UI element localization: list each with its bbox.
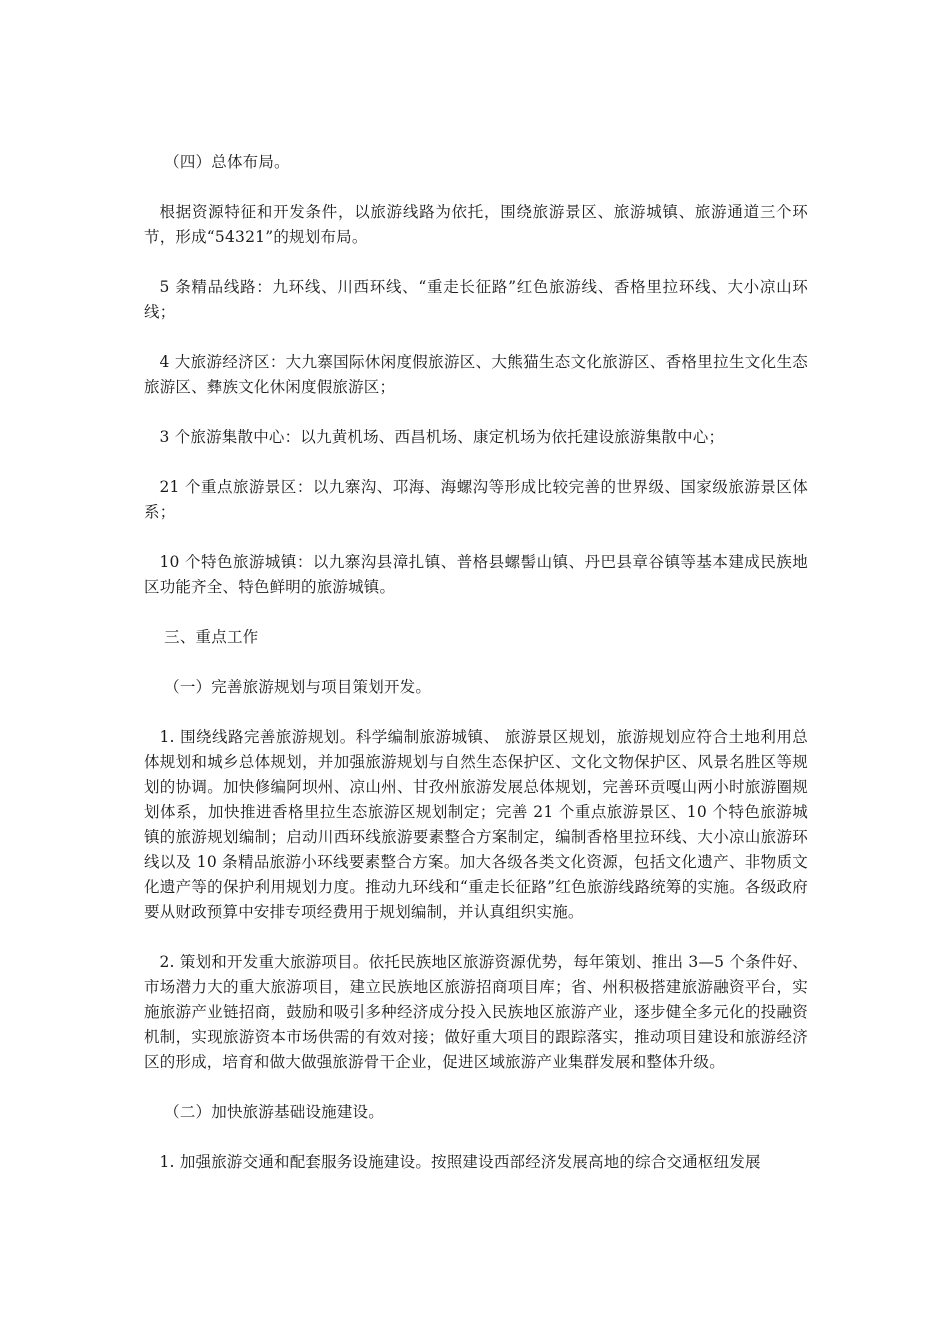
paragraph-economic-zones: 4 大旅游经济区：大九寨国际休闲度假旅游区、大熊猫生态文化旅游区、香格里拉生文化生态旅游区、彝族文化休闲度假旅游区； xyxy=(144,353,808,396)
section-heading-key-work: 三、重点工作 xyxy=(164,628,259,646)
paragraph-hubs: 3 个旅游集散中心：以九黄机场、西昌机场、康定机场为依托建设旅游集散中心； xyxy=(159,428,725,446)
paragraph-routes: 5 条精品线路：九环线、川西环线、“重走长征路”红色旅游线、香格里拉环线、大小凉山环线； xyxy=(144,278,808,321)
paragraph-planning: 1. 围绕线路完善旅游规划。科学编制旅游城镇、 旅游景区规划，旅游规划应符合土地利用总体规划和城乡总体规划，并加强旅游规划与自然生态保护区、文化文物保护区、风景名胜区等规划的协调。加快修编阿坝州、凉山州、甘孜州旅游发展总体规划，完善环贡嘎山两小时旅游圈规划体系，加快推进香格里拉生态旅游区规划制定；完善 21 个重点旅游景区、10 个特色旅游城镇的旅游规划编制；启动川西环线旅游要素整合方案制定，编制香格里拉环线、大小凉山旅游环线以及 10 条精品旅游小环线要素整合方案。加大各级各类文化资源，包括文化遗产、非物质文化遗产等的保护利用规划力度。推动九环线和“重走长征路”红色旅游线路统筹的实施。各级政府要从财政预算中安排专项经费用于规划编制，并认真组织实施。 xyxy=(144,728,808,921)
paragraph-scenic-areas: 21 个重点旅游景区：以九寨沟、邛海、海螺沟等形成比较完善的世界级、国家级旅游景区体系； xyxy=(144,478,808,521)
paragraph-towns: 10 个特色旅游城镇：以九寨沟县漳扎镇、普格县螺髻山镇、丹巴县章谷镇等基本建成民族地区功能齐全、特色鲜明的旅游城镇。 xyxy=(144,553,808,596)
subsection-heading-planning: （一）完善旅游规划与项目策划开发。 xyxy=(164,678,432,696)
paragraph-projects: 2. 策划和开发重大旅游项目。依托民族地区旅游资源优势，每年策划、推出 3—5 个条件好、市场潜力大的重大旅游项目，建立民族地区旅游招商项目库；省、州积极搭建旅游融资平台，实施旅游产业链招商，鼓励和吸引多种经济成分投入民族地区旅游产业，逐步健全多元化的投融资机制，实现旅游资本市场供需的有效对接；做好重大项目的跟踪落实，推动项目建设和旅游经济区的形成，培育和做大做强旅游骨干企业，促进区域旅游产业集群发展和整体升级。 xyxy=(144,953,808,1071)
subsection-heading-infrastructure: （二）加快旅游基础设施建设。 xyxy=(164,1103,384,1121)
document-body xyxy=(144,150,808,1175)
paragraph-layout-intro: 根据资源特征和开发条件，以旅游线路为依托，围绕旅游景区、旅游城镇、旅游通道三个环节，形成“54321”的规划布局。 xyxy=(144,203,808,246)
section-heading-layout: （四）总体布局。 xyxy=(164,153,290,171)
paragraph-transport: 1. 加强旅游交通和配套服务设施建设。按照建设西部经济发展高地的综合交通枢纽发展 xyxy=(159,1153,761,1171)
